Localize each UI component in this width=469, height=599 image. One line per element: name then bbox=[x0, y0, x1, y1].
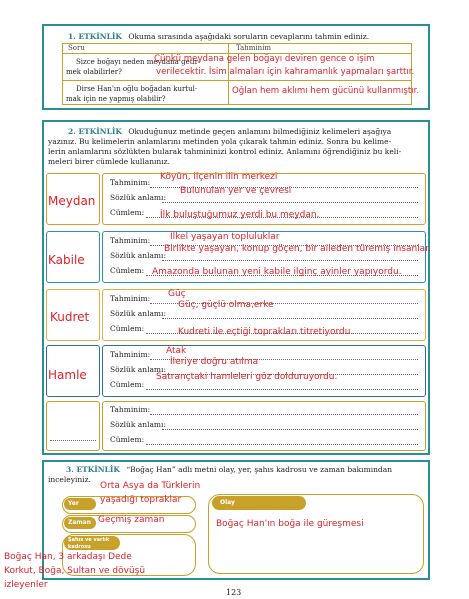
yer-value-1: Orta Asya da Türklerin bbox=[100, 481, 201, 491]
answer-2: Oğlan hem aklımı hem gücünü kullanmıştır. bbox=[232, 86, 420, 96]
cumle-2: Amazonda bulunan yeni kabile ilginç ayinler yapıyordu. bbox=[152, 267, 402, 277]
sozluk-3: Güç, güçlü olma,erke bbox=[178, 300, 274, 310]
tahmin-2: İlkel yaşayan topluluklar bbox=[170, 232, 280, 242]
activity-3-title: 3. ETKİNLİK bbox=[66, 465, 120, 474]
activity-1-title: 1. ETKİNLİK bbox=[68, 32, 122, 41]
word-2: Kabile bbox=[48, 253, 85, 267]
sozluk-label-4: Sözlük anlamı: bbox=[110, 365, 166, 374]
question-2-line-2: mak için ne yapmış olabilir? bbox=[66, 95, 166, 103]
activity-3-line-1 bbox=[66, 465, 392, 474]
sozluk-label-1: Sözlük anlamı: bbox=[110, 193, 166, 202]
tahmin-3: Güç bbox=[168, 289, 186, 299]
word-1: Meydan bbox=[48, 194, 96, 208]
sozluk-4: İleriye doğru atılma bbox=[170, 357, 259, 367]
sahis-value-1: Boğaç Han, 3 arkadaşı Dede bbox=[4, 552, 132, 562]
sahis-value-3: izleyenler bbox=[4, 580, 48, 590]
sahis-label-1: Şahıs ve varlık bbox=[68, 537, 110, 543]
tahmin-label-2: Tahminim: bbox=[110, 236, 151, 245]
tahmin-label-1: Tahminim: bbox=[110, 178, 151, 187]
question-2-line-1: Dirse Han'ın oğlu boğadan kurtul- bbox=[76, 85, 198, 93]
tahmin-4: Atak bbox=[166, 346, 187, 356]
yer-value-2: yaşadığı topraklar bbox=[100, 495, 182, 505]
sahis-pill bbox=[64, 536, 120, 550]
cumle-4: Satrançtaki hamleleri göz dolduruyordu. bbox=[156, 372, 338, 382]
cumle-label-1: Cümlem: bbox=[110, 208, 145, 217]
olay-value: Boğaç Han'ın boğa ile güreşmesi bbox=[216, 519, 364, 529]
cumle-label-4: Cümlem: bbox=[110, 380, 145, 389]
activity-2-line-2: yazınız. Bu kelimelerin anlamlarını metinden yola çıkarak tahmin ediniz. Sonra bu kelime- bbox=[48, 137, 392, 146]
activity-3-line-2: inceleyiniz. bbox=[48, 475, 91, 484]
activity-2-line-1 bbox=[68, 127, 391, 136]
zaman-value: Geçmiş zaman bbox=[98, 515, 165, 525]
activity-1-instruction: Okuma sırasında aşağıdaki soruların cevaplarını tahmin ediniz. bbox=[128, 32, 370, 41]
table-row-divider bbox=[63, 80, 411, 81]
tahmin-1: Köyün, ilçenin ilin merkezi bbox=[160, 172, 278, 182]
activity-2-title: 2. ETKİNLİK bbox=[68, 127, 122, 136]
cumle-label-3: Cümlem: bbox=[110, 324, 145, 333]
activity-3-instruction-1: “Boğaç Han” adlı metni olay, yer, şahıs kadrosu ve zaman bakımından bbox=[126, 465, 393, 474]
cumle-3: Kudreti ile eçtiği toprakları titretiyordu. bbox=[178, 327, 354, 337]
table-col-tahminim: Tahminim bbox=[236, 44, 272, 52]
tahmin-label-5: Tahminim: bbox=[110, 405, 151, 414]
zaman-pill: Zaman bbox=[64, 517, 96, 529]
sozluk-1: Bulunulan yer ve çevresi bbox=[180, 186, 292, 196]
olay-pill: Olay bbox=[212, 496, 306, 510]
tahmin-label-4: Tahminim: bbox=[110, 350, 151, 359]
cumle-label-2: Cümlem: bbox=[110, 266, 145, 275]
sozluk-2: Birlikte yaşayan, konup göçen, bir aileden türemiş insanlar. bbox=[164, 244, 431, 254]
answer-1-line-2: verilecektir. İsim almaları için kahramanlık yapmaları şarttır. bbox=[156, 67, 415, 77]
word-3: Kudret bbox=[50, 310, 90, 324]
activity-2-instruction-1: Okuduğunuz metinde geçen anlamını bilmediğiniz kelimeleri aşağıya bbox=[128, 127, 392, 136]
question-1-line-1: Sizce boğayı neden meydana getir- bbox=[76, 58, 201, 66]
word-4: Hamle bbox=[48, 368, 87, 382]
tahmin-label-3: Tahminim: bbox=[110, 294, 151, 303]
sahis-label-2: kadrosu bbox=[68, 543, 91, 550]
activity-2-line-3: lerin anlamlarını sözlükten bularak tahmininizi kontrol ediniz. Anlamını öğrendiğiniz bu keli- bbox=[48, 147, 402, 156]
cumle-1: İlk buluştuğumuz yerdi bu meydan. bbox=[160, 210, 320, 220]
answer-1-line-1: Çünkü meydana gelen boğayı deviren gence o işim bbox=[154, 54, 375, 64]
sozluk-label-2: Sözlük anlamı: bbox=[110, 251, 166, 260]
word-frame-5 bbox=[46, 401, 100, 451]
activity-2-line-4: meleri birer cümlede kullanınız. bbox=[48, 157, 170, 166]
question-1-line-2: mek olabilirler? bbox=[66, 68, 122, 76]
sahis-value-2: Korkut, Boğa, Sultan ve dövüşü bbox=[4, 566, 146, 576]
activity-1-header bbox=[68, 32, 369, 41]
sozluk-label-5: Sözlük anlamı: bbox=[110, 420, 166, 429]
page-number: 123 bbox=[226, 588, 242, 597]
table-col-soru: Soru bbox=[68, 44, 85, 52]
sozluk-label-3: Sözlük anlamı: bbox=[110, 309, 166, 318]
yer-pill: Yer bbox=[64, 498, 96, 510]
cumle-label-5: Cümlem: bbox=[110, 435, 145, 444]
